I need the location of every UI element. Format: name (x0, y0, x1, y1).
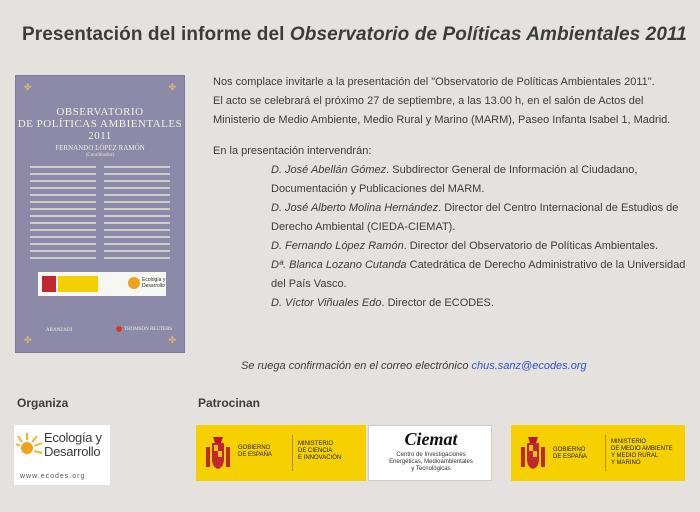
ministerio-text (298, 441, 341, 462)
cover-publisher: THOMSON REUTERS (116, 326, 172, 332)
ministerio-line: MINISTERIO (611, 439, 647, 445)
ministerio-line: Y MEDIO RURAL (611, 453, 659, 459)
cover-title (16, 106, 184, 142)
speaker-name: D. Fernando López Ramón (271, 240, 404, 252)
speaker-desc: . Director del Centro Internacional de Estudios de (438, 202, 679, 214)
cover-title-line: OBSERVATORIO (56, 106, 144, 118)
cover-coordinator: FERNANDO LÓPEZ RAMÓN (55, 144, 145, 152)
gobierno-line: GOBIERNO (238, 445, 271, 451)
cover-logo-text: Ecología y Desarrollo (142, 277, 166, 289)
speaker-item (213, 256, 693, 275)
cover-author-list (30, 164, 170, 262)
gobierno-line: GOBIERNO (553, 447, 586, 453)
email-link[interactable]: chus.sanz@ecodes.org (471, 360, 587, 372)
title-prefix: Presentación del informe del (22, 24, 290, 45)
ministerio-line: DE MEDIO AMBIENTE (611, 446, 673, 452)
ministerio-line: Y MARINO (611, 460, 641, 466)
speaker-item (213, 161, 693, 180)
speaker-item (213, 294, 693, 313)
speaker-desc: Documentación y Publicaciones del MARM. (271, 183, 485, 195)
coat-of-arms-icon (519, 433, 547, 473)
ministerio-text (611, 439, 673, 467)
cover-publisher: ARANZADI (46, 328, 73, 333)
ciemat-logo[interactable] (368, 425, 492, 481)
ciemat-name: Ciemat (404, 429, 458, 449)
ornament-icon: ✤ (24, 82, 32, 92)
coat-of-arms-icon (42, 276, 56, 292)
speaker-desc: . Director del Observatorio de Políticas Ambientales. (403, 240, 659, 252)
ministerio-line: E INNOVACIÓN (298, 455, 342, 461)
ministerio-line: MINISTERIO (298, 441, 334, 447)
ministerio-line: DE CIENCIA (298, 448, 333, 454)
speaker-desc: . Subdirector General de Información al Ciudadano, (386, 164, 638, 176)
confirmation-text: Se ruega confirmación en el correo electrónico (241, 360, 472, 372)
speaker-item (213, 199, 693, 218)
organiza-label: Organiza (17, 396, 69, 410)
title-italic: Observatorio de Políticas Ambientales 2011 (289, 24, 687, 45)
gobierno-medioambiente-logo[interactable] (511, 425, 685, 481)
ornament-icon: ✤ (168, 82, 176, 92)
ecodes-logo-line: Ecología y (44, 430, 102, 445)
speaker-item (213, 237, 693, 256)
invitation-text (213, 73, 693, 313)
invitation-paragraph: Ministerio de Medio Ambiente, Medio Rural y Marino (MARM), Paseo Infanta Isabel 1, Madrid. (213, 114, 671, 126)
ciemat-desc-line: Centro de Investigaciones (396, 452, 466, 458)
ciemat-desc-line: y Tecnológicas (411, 466, 451, 472)
gobierno-ciencia-logo[interactable] (196, 425, 366, 481)
ecodes-logo[interactable] (14, 425, 110, 485)
cover-coordinator-role: (Coordinador) (85, 153, 115, 158)
gobierno-line: DE ESPAÑA (238, 452, 272, 458)
ornament-icon: ✤ (168, 335, 176, 345)
book-cover-image (16, 76, 184, 352)
speaker-name: D. Víctor Viñuales Edo (271, 297, 382, 309)
confirmation-line (241, 360, 587, 372)
sunburst-icon (16, 431, 44, 459)
cover-logos (38, 272, 166, 296)
ecodes-logo-text (44, 431, 102, 459)
patrocinan-label: Patrocinan (198, 396, 261, 410)
speaker-name: Dª. Blanca Lozano Cutanda (271, 259, 407, 271)
speaker-desc: Derecho Ambiental (CIEDA-CIEMAT). (271, 221, 456, 233)
ciemat-desc-line: Energéticas, Medioambientales (389, 459, 473, 465)
divider (292, 435, 293, 471)
invitation-paragraph: Nos complace invitarle a la presentación del "Observatorio de Políticas Ambientales 2011". (213, 76, 655, 88)
page-title (22, 24, 687, 46)
ecodes-logo-url: www.ecodes.org (20, 473, 86, 480)
ciemat-desc (373, 452, 489, 473)
speaker-desc: Catedrática de Derecho Administrativo de la Universidad (406, 259, 686, 271)
gobierno-text (238, 445, 272, 459)
cover-title-year: 2011 (88, 130, 112, 142)
cover-title-line: DE POLÍTICAS AMBIENTALES (17, 118, 183, 130)
speaker-desc: . Director de ECODES. (381, 297, 494, 309)
speaker-name: D. José Abellán Gómez (271, 164, 387, 176)
ornament-icon: ✤ (24, 335, 32, 345)
speaker-name: D. José Alberto Molina Hernández (271, 202, 439, 214)
gobierno-text (553, 447, 587, 461)
speaker-desc: del País Vasco. (271, 278, 347, 290)
divider (605, 435, 606, 471)
ecodes-logo-line: Desarrollo (44, 444, 101, 459)
speakers-intro: En la presentación intervendrán: (213, 145, 372, 157)
coat-of-arms-icon (204, 433, 232, 473)
invitation-paragraph: El acto se celebrará el próximo 27 de septiembre, a las 13.00 h, en el salón de Actos del (213, 95, 644, 107)
sun-icon (128, 277, 140, 289)
gobierno-line: DE ESPAÑA (553, 454, 587, 460)
